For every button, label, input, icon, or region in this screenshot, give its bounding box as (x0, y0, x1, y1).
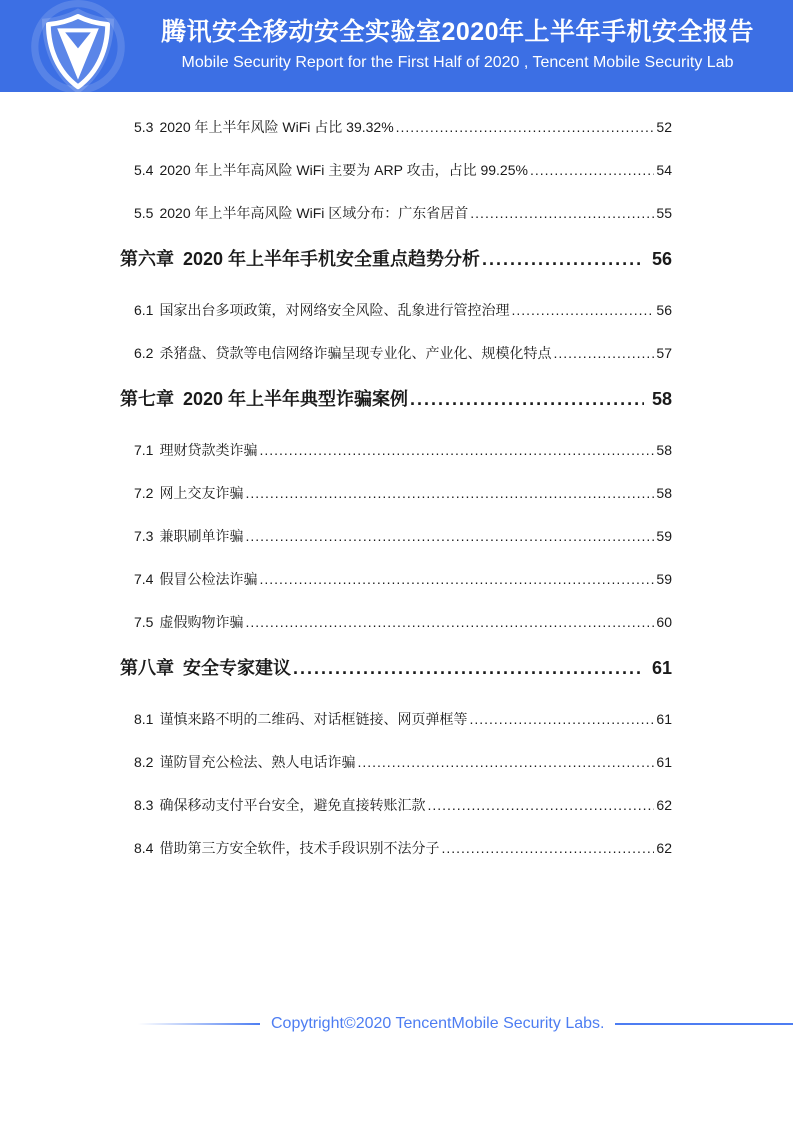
toc-entry-label: 2020 年上半年高风险 WiFi 主要为 ARP 攻击，占比 99.25% (159, 162, 528, 178)
toc-entry[interactable] (120, 797, 672, 814)
toc-entry-label: 虚假购物诈骗 (159, 614, 244, 630)
toc-entry-label: 国家出台多项政策，对网络安全风险、乱象进行管控治理 (159, 302, 510, 318)
toc-entry-label: 安全专家建议 (183, 658, 291, 678)
toc-entry-label: 理财贷款类诈骗 (159, 442, 258, 458)
page-footer (0, 1012, 793, 1036)
toc-entry-number: 第八章 (120, 658, 174, 678)
report-title-en: Mobile Security Report for the First Half of 2020 , Tencent Mobile Security Lab (181, 54, 734, 71)
toc-entry-label: 2020 年上半年典型诈骗案例 (183, 389, 409, 409)
toc-entry-label: 借助第三方安全软件，技术手段识别不法分子 (159, 840, 440, 856)
toc-entry[interactable] (120, 302, 672, 319)
toc-entry[interactable] (120, 442, 672, 459)
toc-entry-number: 第六章 (120, 249, 174, 269)
toc-dot-leader (410, 388, 644, 410)
toc-entry-page: 56 (651, 249, 672, 269)
toc-dot-leader (245, 485, 654, 502)
toc-entry-page: 59 (656, 528, 672, 544)
toc-entry-number: 5.5 (134, 205, 154, 221)
toc-entry-label: 2020 年上半年高风险 WiFi 区域分布：广东省居首 (159, 205, 469, 221)
toc-entry[interactable] (120, 119, 672, 136)
copyright-text: Copytright©2020 TencentMobile Security Labs. (271, 1015, 605, 1032)
toc-entry[interactable] (120, 528, 672, 545)
toc-entry-page: 62 (656, 797, 672, 813)
toc-entry-number: 7.5 (134, 614, 154, 630)
toc-entry-label: 确保移动支付平台安全，避免直接转账汇款 (159, 797, 426, 813)
toc-entry-label: 谨慎来路不明的二维码、对话框链接、网页弹框等 (159, 711, 468, 727)
toc-entry-page: 62 (656, 840, 672, 856)
toc-entry[interactable] (120, 248, 672, 270)
toc-entry-label: 网上交友诈骗 (159, 485, 244, 501)
toc-entry[interactable] (120, 388, 672, 410)
toc-entry-page: 58 (656, 485, 672, 501)
report-title-zh: 腾讯安全移动安全实验室2020年上半年手机安全报告 (160, 18, 755, 46)
toc-entry-page: 54 (656, 162, 672, 178)
toc-entry-label: 假冒公检法诈骗 (159, 571, 258, 587)
toc-entry-page: 61 (656, 711, 672, 727)
toc-dot-leader (553, 345, 654, 362)
toc-entry[interactable] (120, 711, 672, 728)
toc-entry-page: 52 (656, 119, 672, 135)
toc-entry-page: 58 (651, 389, 672, 409)
toc-entry-page: 59 (656, 571, 672, 587)
toc-entry[interactable] (120, 485, 672, 502)
footer-divider-left (138, 1023, 260, 1025)
toc-entry-page: 61 (651, 658, 672, 678)
toc-dot-leader (245, 528, 654, 545)
report-header (0, 0, 793, 92)
toc-entry-number: 7.3 (134, 528, 154, 544)
tencent-security-shield-icon (26, 0, 130, 92)
logo-container (0, 0, 152, 92)
footer-divider-right (615, 1023, 793, 1025)
toc-entry-label: 兼职刷单诈骗 (159, 528, 244, 544)
toc-entry[interactable] (120, 571, 672, 588)
toc-entry-number: 7.2 (134, 485, 154, 501)
toc-entry-page: 61 (656, 754, 672, 770)
toc-dot-leader (530, 162, 654, 179)
toc-entry-label: 谨防冒充公检法、熟人电话诈骗 (159, 754, 356, 770)
toc-entry[interactable] (120, 614, 672, 631)
toc-entry-label: 2020 年上半年风险 WiFi 占比 39.32% (159, 119, 394, 135)
header-titles (152, 0, 793, 92)
toc-entry-label: 2020 年上半年手机安全重点趋势分析 (183, 249, 481, 269)
toc-dot-leader (259, 442, 654, 459)
toc-dot-leader (396, 119, 655, 136)
toc-entry-number: 5.3 (134, 119, 154, 135)
toc-entry-number: 8.3 (134, 797, 154, 813)
toc-dot-leader (245, 614, 654, 631)
toc-entry-page: 58 (656, 442, 672, 458)
toc-entry[interactable] (120, 754, 672, 771)
toc-entry-number: 6.1 (134, 302, 154, 318)
toc-entry[interactable] (120, 345, 672, 362)
toc-entry-page: 60 (656, 614, 672, 630)
toc-dot-leader (259, 571, 654, 588)
toc-entry-number: 8.2 (134, 754, 154, 770)
toc-dot-leader (470, 205, 654, 222)
toc-entry-number: 7.1 (134, 442, 154, 458)
toc-entry[interactable] (120, 840, 672, 857)
toc-dot-leader (357, 754, 654, 771)
table-of-contents (0, 92, 793, 857)
toc-dot-leader (469, 711, 654, 728)
toc-entry-number: 5.4 (134, 162, 154, 178)
toc-entry-page: 57 (656, 345, 672, 361)
toc-dot-leader (293, 657, 644, 679)
toc-entry-number: 7.4 (134, 571, 154, 587)
toc-entry-number: 6.2 (134, 345, 154, 361)
toc-entry-number: 8.4 (134, 840, 154, 856)
toc-entry-label: 杀猪盘、贷款等电信网络诈骗呈现专业化、产业化、规模化特点 (159, 345, 552, 361)
toc-entry-page: 55 (656, 205, 672, 221)
toc-entry[interactable] (120, 162, 672, 179)
toc-dot-leader (511, 302, 654, 319)
toc-entry-page: 56 (656, 302, 672, 318)
toc-entry[interactable] (120, 657, 672, 679)
toc-dot-leader (427, 797, 654, 814)
toc-entry-number: 8.1 (134, 711, 154, 727)
toc-entry-number: 第七章 (120, 389, 174, 409)
toc-entry[interactable] (120, 205, 672, 222)
toc-dot-leader (482, 248, 644, 270)
toc-dot-leader (441, 840, 654, 857)
